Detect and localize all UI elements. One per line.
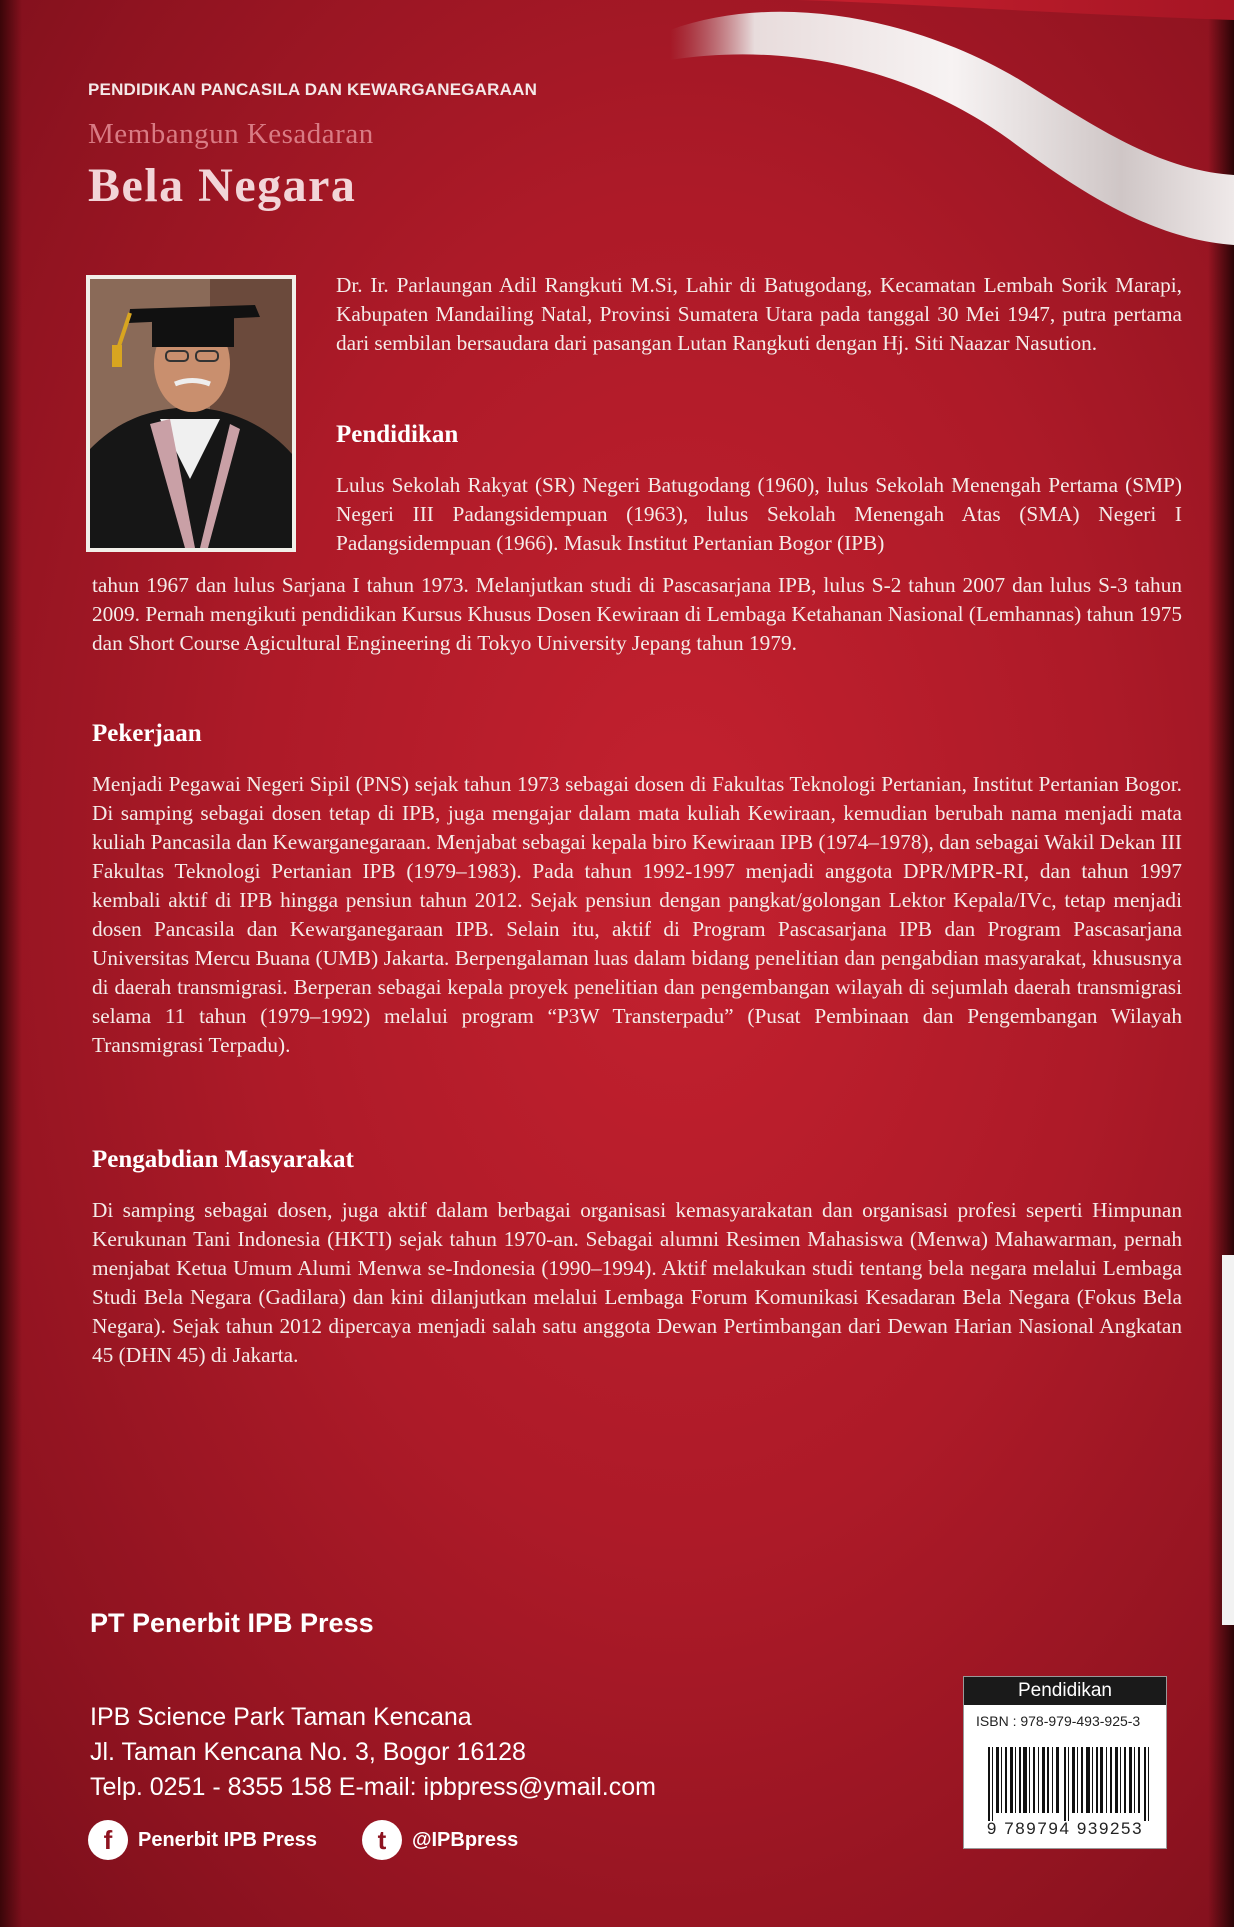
isbn-barcode-box: [963, 1676, 1167, 1849]
spine-shadow: [0, 0, 22, 1927]
twitter-icon: t: [362, 1820, 402, 1860]
publisher-name: PT Penerbit IPB Press: [90, 1608, 374, 1638]
library-sticker: [1222, 1255, 1234, 1625]
publisher-address-1: IPB Science Park Taman Kencana: [90, 1703, 472, 1731]
isbn-digits: 9 789794 939253: [986, 1819, 1144, 1838]
section-heading-pekerjaan: Pekerjaan: [92, 720, 202, 747]
author-portrait-image: [90, 279, 292, 548]
pengabdian-text: Di samping sebagai dosen, juga aktif dalam berbagai organisasi kemasyarakatan dan organisasi profesi seperti Himpunan Kerukunan Tani Indonesia (HKTI) sejak tahun 1970-an. Sebagai alumni Resimen Mahasiswa (Menwa) Mahawarman, pernah menjabat Ketua Umum Alumi Menwa se-Indonesia (1990–1994). Aktif melakukan studi tentang bela negara melalui Lembaga Studi Bela Negara (Gadilara) dan kini dilanjutkan melalui Lembaga Forum Komunikasi Kesadaran Bela Negara (Fokus Bela Negara). Sejak tahun 2012 dipercaya menjadi salah satu anggota Dewan Pertimbangan dari Dewan Harian Nasional Angkatan 45 (DHN 45) di Jakarta.: [92, 1198, 1182, 1367]
author-photo: [86, 275, 296, 552]
section-heading-pengabdian: Pengabdian Masyarakat: [92, 1146, 354, 1173]
pendidikan-text-continued: tahun 1967 dan lulus Sarjana I tahun 1973. Melanjutkan studi di Pascasarjana IPB, lulus S-2 tahun 2007 dan lulus S-3 tahun 2009. Pernah mengikuti pendidikan Kursus Khusus Dosen Kewiraan di Lembaga Ketahanan Nasional (Lemhannas) tahun 1975 dan Short Course Agicultural Engineering di Tokyo University Jepang tahun 1979.: [92, 573, 1182, 655]
barcode-image: [986, 1747, 1152, 1821]
twitter-handle: @IPBpress: [412, 1828, 519, 1851]
facebook-link: [88, 1820, 317, 1860]
section-heading-pendidikan: Pendidikan: [336, 421, 459, 448]
cover-edge: [1208, 0, 1234, 1927]
series-label: PENDIDIKAN PANCASILA DAN KEWARGANEGARAAN: [88, 80, 538, 99]
book-subtitle: Membangun Kesadaran: [88, 118, 374, 150]
pendidikan-text: Lulus Sekolah Rakyat (SR) Negeri Batugodang (1960), lulus Sekolah Menengah Pertama (SMP) Negeri III Padangsidempuan (1963), lulus Sekolah Menengah Atas (SMA) Negeri I Padangsidempuan (1966). Masuk Institut Pertanian Bogor (IPB): [336, 473, 1182, 555]
book-title: Bela Negara: [88, 159, 357, 212]
isbn-number: ISBN : 978-979-493-925-3: [976, 1713, 1141, 1729]
flag-ribbon-graphic: [660, 0, 1234, 260]
isbn-category: Pendidikan: [964, 1677, 1166, 1705]
publisher-address-2: Jl. Taman Kencana No. 3, Bogor 16128: [90, 1738, 526, 1766]
pekerjaan-text: Menjadi Pegawai Negeri Sipil (PNS) sejak tahun 1973 sebagai dosen di Fakultas Teknologi Pertanian, Institut Pertanian Bogor. Di samping sebagai dosen tetap di IPB, juga mengajar dalam mata kuliah Kewiraan, kemudian berubah nama menjadi mata kuliah Pancasila dan Kewarganegaraan. Menjabat sebagai kepala biro Kewiraan IPB (1974–1978), dan sebagai Wakil Dekan III Fakultas Teknologi Pertanian IPB (1979–1983). Pada tahun 1992-1997 menjadi anggota DPR/MPR-RI, dan tahun 1997 kembali aktif di IPB hingga pensiun tahun 2012. Sejak pensiun dengan pangkat/golongan Lektor Kepala/IVc, tetap menjadi dosen Pancasila dan Kewarganegaraan IPB. Selain itu, aktif di Program Pascasarjana IPB dan Program Pascasarjana Universitas Mercu Buana (UMB) Jakarta. Berpengalaman luas dalam bidang penelitian dan pengabdian masyarakat, khususnya di daerah transmigrasi. Berperan sebagai kepala proyek penelitian dan pengembangan wilayah di sejumlah daerah transmigrasi selama 11 tahun (1979–1992) melalui program “P3W Transterpadu” (Pusat Pembinaan dan Pengembangan Wilayah Transmigrasi Terpadu).: [92, 772, 1182, 1057]
facebook-handle: Penerbit IPB Press: [138, 1828, 317, 1851]
publisher-contact: Telp. 0251 - 8355 158 E-mail: ipbpress@ymail.com: [90, 1773, 656, 1801]
facebook-icon: f: [88, 1820, 128, 1860]
twitter-link: [362, 1820, 518, 1860]
author-intro: Dr. Ir. Parlaungan Adil Rangkuti M.Si, Lahir di Batugodang, Kecamatan Lembah Sorik Marapi, Kabupaten Mandailing Natal, Provinsi Sumatera Utara pada tanggal 30 Mei 1947, putra pertama dari sembilan bersaudara dari pasangan Lutan Rangkuti dengan Hj. Siti Naazar Nasution.: [336, 273, 1182, 355]
